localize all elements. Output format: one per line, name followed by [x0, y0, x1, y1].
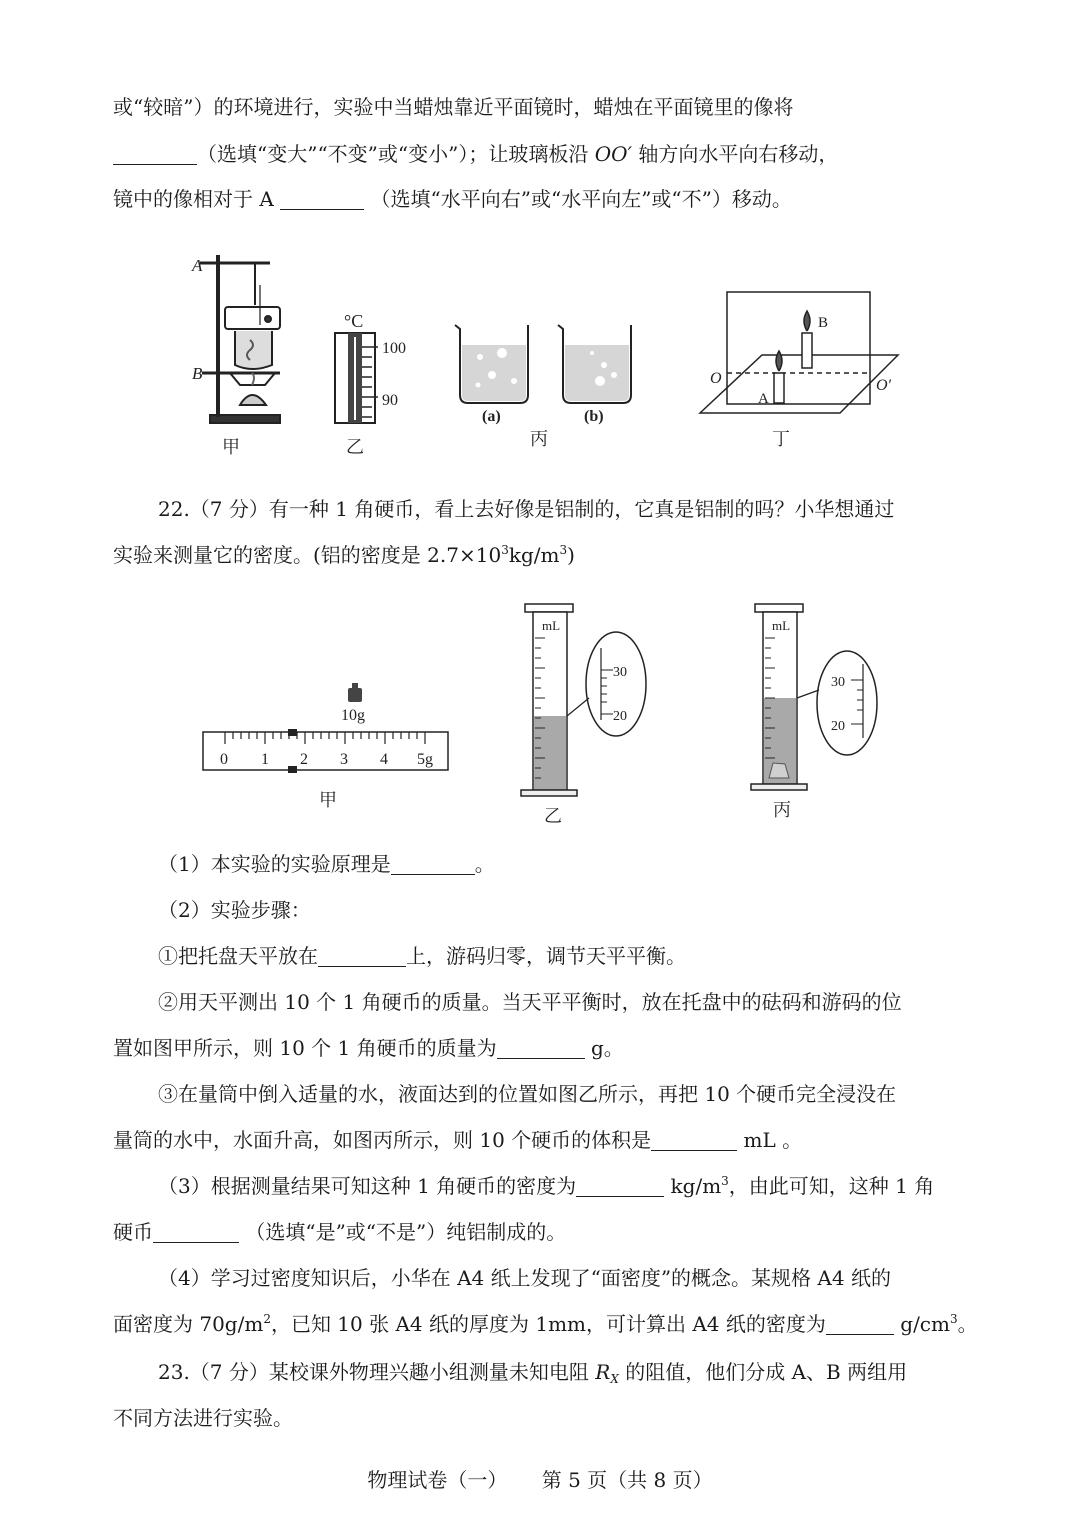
text-line — [113, 139, 838, 169]
text-line — [113, 1125, 802, 1155]
answer-blank[interactable] — [651, 1128, 737, 1151]
text-line — [113, 540, 575, 570]
cylinder-bing-20: 20 — [831, 719, 845, 734]
scale-tick-2: 2 — [300, 751, 308, 768]
text-line — [113, 1309, 978, 1339]
superscript: 3 — [501, 543, 509, 557]
plane-mirror-setup — [700, 292, 898, 413]
text-line — [113, 1403, 293, 1433]
text-line — [158, 1171, 934, 1201]
text-line — [158, 895, 311, 925]
text-segment: （选填“水平向右”或“水平向左”或“不”）移动。 — [370, 187, 792, 211]
text-line — [113, 92, 793, 122]
subscript: X — [610, 1372, 619, 1386]
text-line — [113, 184, 792, 214]
label-B: B — [192, 364, 203, 383]
cylinder-yi-20: 20 — [613, 709, 627, 724]
text-segment: 。 — [957, 1312, 978, 1336]
text-segment: 轴方向水平向右移动， — [638, 142, 839, 166]
text-segment: mL 。 — [743, 1128, 803, 1152]
label-A: A — [192, 256, 203, 275]
answer-blank[interactable] — [497, 1036, 585, 1059]
text-line — [158, 941, 686, 971]
answer-blank[interactable] — [318, 944, 406, 967]
superscript: 3 — [721, 1174, 729, 1188]
mirror-candle-A: A — [758, 391, 769, 407]
thermometer-100: 100 — [382, 340, 406, 357]
figure-row-2 — [195, 598, 895, 828]
footer-title: 物理试卷（一） — [367, 1468, 508, 1492]
caption-jia: 甲 — [222, 437, 240, 457]
footer-page-number: 第 5 页（共 8 页） — [541, 1468, 713, 1492]
superscript: 3 — [949, 1312, 958, 1326]
text-segment: 不同方法进行实验。 — [113, 1406, 293, 1430]
text-segment: 的阻值，他们分成 A、B 两组用 — [625, 1360, 908, 1384]
mirror-O: O — [710, 370, 722, 387]
text-segment: g。 — [590, 1036, 624, 1060]
answer-blank[interactable] — [576, 1174, 664, 1197]
text-segment: ①把托盘天平放在 — [158, 944, 318, 968]
text-segment: 。 — [474, 852, 495, 876]
beaker-b-label: (b) — [584, 408, 604, 425]
text-segment: 实验来测量它的密度。(铝的密度是 2.7×10 — [113, 543, 502, 567]
page-footer — [0, 1464, 1080, 1493]
answer-blank[interactable] — [391, 852, 475, 875]
answer-blank[interactable] — [280, 187, 364, 210]
text-segment: 23.（7 分）某校课外物理兴趣小组测量未知电阻 — [158, 1360, 589, 1384]
text-segment: 镜中的像相对于 A — [113, 187, 274, 211]
answer-blank[interactable] — [153, 1220, 239, 1243]
scale-tick-1: 1 — [261, 751, 269, 768]
text-segment: （3）根据测量结果可知这种 1 角硬币的密度为 — [158, 1174, 577, 1198]
iron-stand-apparatus — [200, 255, 280, 423]
thermometer-unit: °C — [344, 311, 364, 331]
text-segment: ) — [567, 543, 575, 567]
graduated-cylinder-bing — [751, 604, 877, 790]
text-segment: R — [595, 1360, 611, 1384]
balance-beam-scale — [203, 729, 448, 773]
text-segment: （选填“变大”“不变”或“变小”）；让玻璃板沿 — [197, 142, 589, 166]
answer-blank[interactable] — [113, 142, 197, 165]
text-line — [158, 1079, 896, 1109]
text-segment: g/cm — [900, 1312, 950, 1336]
thermometer-90: 90 — [382, 392, 398, 409]
superscript: 3 — [559, 543, 568, 557]
beaker-a — [455, 325, 528, 403]
mirror-O-prime: O′ — [876, 377, 892, 394]
thermometer — [335, 333, 378, 423]
figure-row-1 — [180, 245, 920, 465]
scale-tick-5: 5g — [417, 751, 433, 768]
caption-bing: 丙 — [773, 800, 791, 820]
text-segment: ，由此可知，这种 1 角 — [728, 1174, 935, 1198]
text-segment: kg/m — [670, 1174, 722, 1198]
caption-bing: 丙 — [530, 429, 548, 449]
caption-ding: 丁 — [772, 429, 790, 449]
text-segment: OO′ — [594, 142, 633, 166]
text-segment: 硬币 — [113, 1220, 153, 1244]
text-segment: 面密度为 70g/m — [113, 1312, 264, 1336]
text-segment: ，已知 10 张 A4 纸的厚度为 1mm，可计算出 A4 纸的密度为 — [270, 1312, 826, 1336]
text-segment: 22.（7 分）有一种 1 角硬币，看上去好像是铝制的，它真是铝制的吗？小华想通过 — [158, 497, 895, 521]
caption-jia: 甲 — [319, 790, 337, 810]
weight-label: 10g — [341, 707, 365, 724]
mirror-candle-B: B — [818, 315, 829, 331]
text-segment: （4）学习过密度知识后，小华在 A4 纸上发现了“面密度”的概念。某规格 A4 纸的 — [158, 1266, 891, 1290]
text-line — [158, 987, 902, 1017]
cylinder-yi-30: 30 — [613, 665, 627, 680]
caption-yi: 乙 — [346, 437, 364, 457]
scale-tick-0: 0 — [220, 751, 228, 768]
beaker-a-label: (a) — [482, 408, 501, 425]
beaker-b — [558, 325, 631, 403]
text-segment: 或“较暗”）的环境进行，实验中当蜡烛靠近平面镜时，蜡烛在平面镜里的像将 — [113, 95, 794, 119]
text-segment: （2）实验步骤： — [158, 898, 311, 922]
text-segment: kg/m — [508, 543, 560, 567]
text-line — [158, 1357, 907, 1387]
graduated-cylinder-yi — [521, 604, 646, 796]
answer-blank[interactable] — [826, 1312, 894, 1335]
cylinder-yi-unit: mL — [542, 618, 561, 633]
cylinder-bing-30: 30 — [831, 675, 845, 690]
text-segment: （选填“是”或“不是”）纯铝制成的。 — [245, 1220, 567, 1244]
text-segment: （1）本实验的实验原理是 — [158, 852, 391, 876]
text-line — [158, 494, 894, 524]
text-segment: 上，游码归零，调节天平平衡。 — [406, 944, 686, 968]
scale-tick-4: 4 — [380, 751, 388, 768]
superscript: 2 — [263, 1312, 271, 1326]
text-segment: 量筒的水中，水面升高，如图丙所示，则 10 个硬币的体积是 — [113, 1128, 652, 1152]
caption-yi: 乙 — [544, 806, 562, 826]
text-segment: ③在量筒中倒入适量的水，液面达到的位置如图乙所示，再把 10 个硬币完全浸没在 — [158, 1082, 897, 1106]
text-segment: ②用天平测出 10 个 1 角硬币的质量。当天平平衡时，放在托盘中的砝码和游码的位 — [158, 990, 902, 1014]
text-line — [158, 849, 495, 879]
text-line — [113, 1217, 566, 1247]
text-line — [158, 1263, 891, 1293]
text-segment: 置如图甲所示，则 10 个 1 角硬币的质量为 — [113, 1036, 497, 1060]
text-line — [113, 1033, 624, 1063]
scale-tick-3: 3 — [340, 751, 348, 768]
weight-10g — [348, 683, 362, 702]
cylinder-bing-unit: mL — [772, 618, 791, 633]
